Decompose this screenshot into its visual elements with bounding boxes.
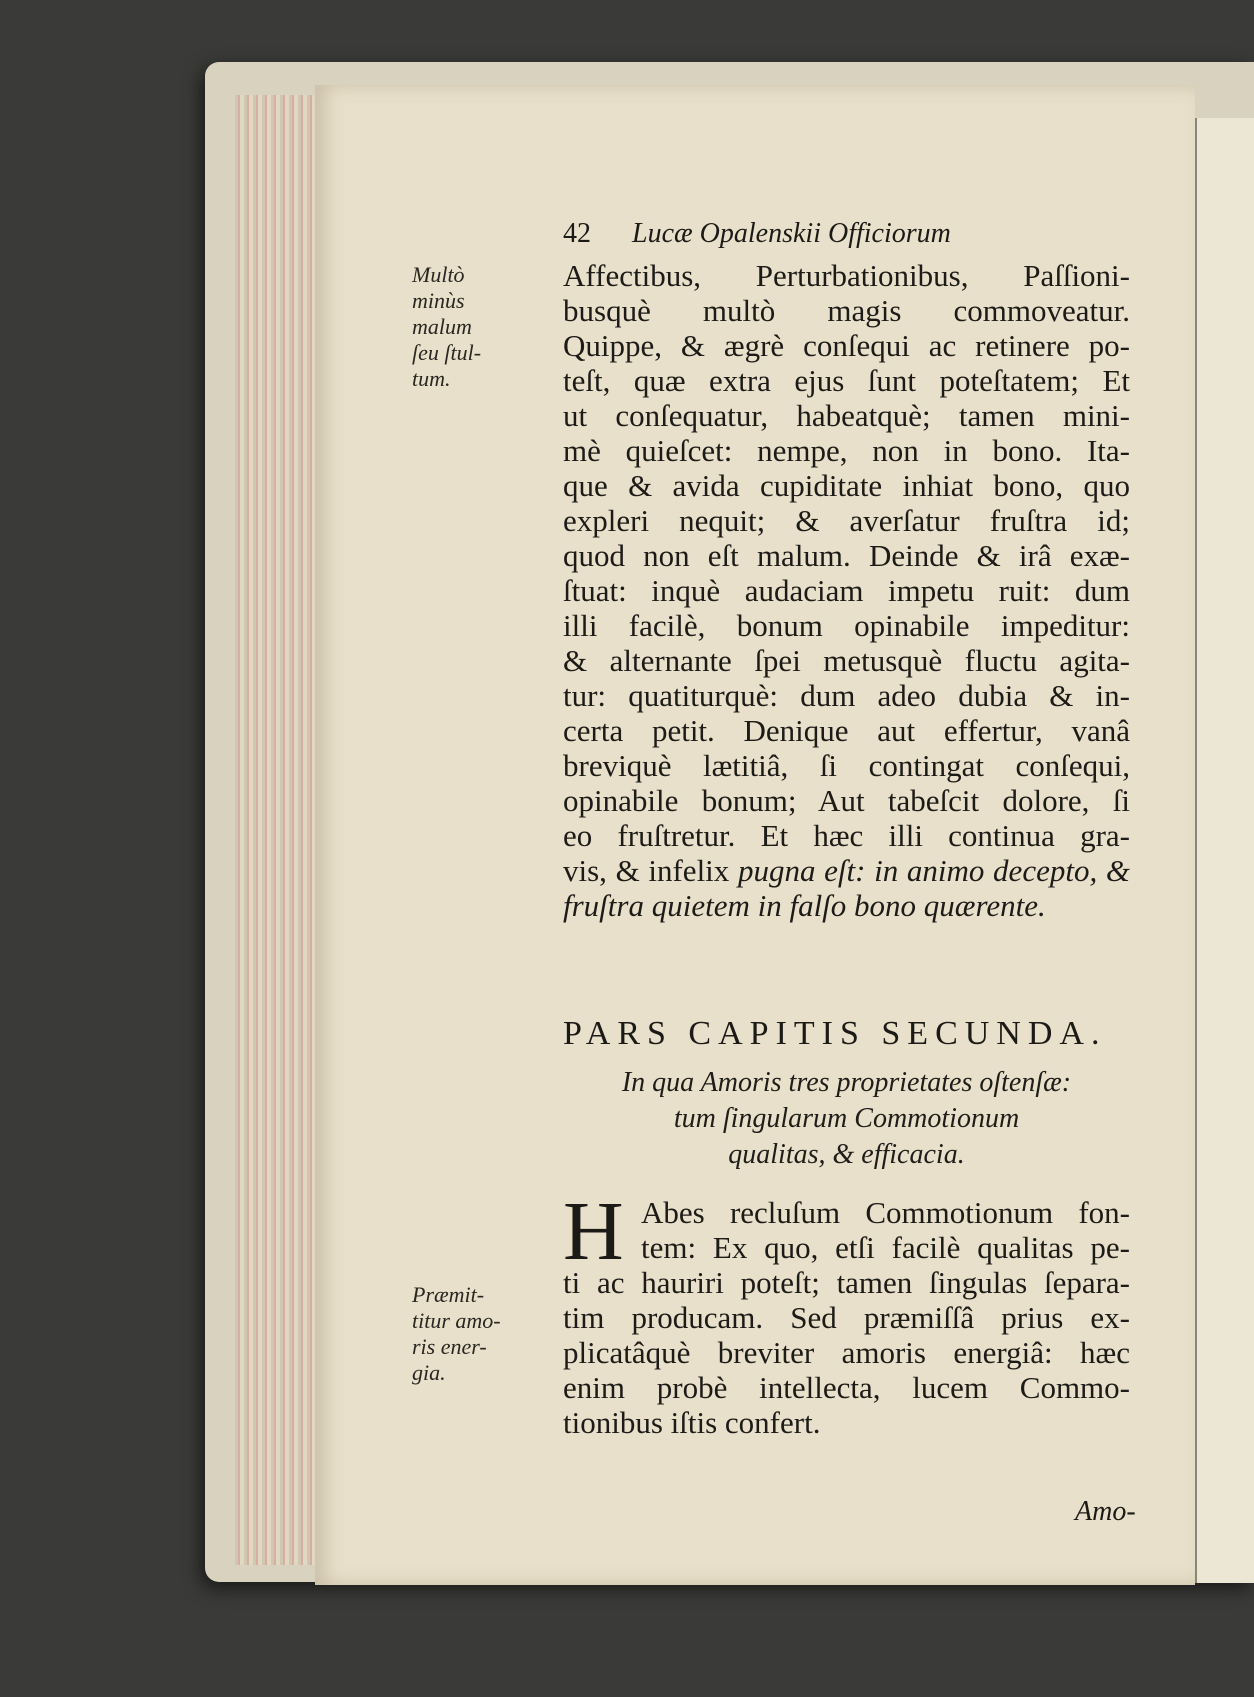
text-line: Affectibus, Perturbationibus, Paſſioni- (563, 258, 1130, 293)
text-line: teſt, quæ extra ejus ſunt poteſtatem; Et (563, 363, 1130, 398)
text-line: mè quieſcet: nempe, non in bono. Ita- (563, 433, 1130, 468)
margin-note-line: ſeu ſtul- (412, 340, 482, 365)
subheading-line: qualitas, & efficacia. (728, 1139, 965, 1170)
margin-note-line: malum (412, 314, 472, 339)
text-line: quod non eſt malum. Deinde & irâ exæ- (563, 538, 1130, 573)
text-line: & alternante ſpei metusquè fluctu agita- (563, 643, 1130, 678)
running-header (563, 218, 1123, 250)
text-line: certa petit. Denique aut effertur, vanâ (563, 713, 1130, 748)
margin-note-line: ris ener- (412, 1334, 487, 1359)
margin-note-line: titur amo- (412, 1308, 501, 1333)
section-heading: PARS CAPITIS SECUNDA. (563, 1015, 1107, 1052)
page-edges (235, 95, 315, 1565)
text-line: tem: Ex quo, etſi facilè qualitas pe- (641, 1230, 1130, 1265)
section-subheading (563, 1065, 1130, 1173)
margin-note-line: Multò (412, 262, 465, 287)
text-line: ſtuat: inquè audaciam impetu ruit: dum (563, 573, 1130, 608)
text-line: que & avida cupiditate inhiat bono, quo (563, 468, 1130, 503)
text-line: Abes recluſum Commotionum fon- (641, 1195, 1130, 1230)
subheading-line: In qua Amoris tres proprietates oſtenſæ: (621, 1067, 1072, 1098)
text-line: tur: quatiturquè: dum adeo dubia & in- (563, 678, 1130, 713)
subheading-line: tum ſingularum Commotionum (673, 1103, 1020, 1134)
text-line: Quippe, & ægrè conſequi ac retinere po- (563, 328, 1130, 363)
text-line: expleri nequit; & averſatur fruſtra id; (563, 503, 1130, 538)
text-line-mixed (563, 853, 1130, 888)
text-line: opinabile bonum; Aut tabeſcit dolore, ſi (563, 783, 1130, 818)
text-line: ut conſequatur, habeatquè; tamen mini- (563, 398, 1130, 433)
paragraph-1 (563, 258, 1130, 923)
margin-note-line: minùs (412, 288, 465, 313)
text-line: enim probè intellecta, lucem Commo- (563, 1370, 1130, 1405)
margin-note-line: tum. (412, 366, 451, 391)
text-line: busquè multò magis commoveatur. (563, 293, 1130, 328)
page-number: 42 (563, 218, 591, 249)
margin-note-1 (412, 262, 507, 392)
text-line-italic: fruſtra quietem in falſo bono quærente. (563, 888, 1046, 923)
margin-note-line: Præmit- (412, 1282, 485, 1307)
text-italic: pugna eſt: in animo decepto, & (737, 853, 1130, 888)
text-line: illi facilè, bonum opinabile impeditur: (563, 608, 1130, 643)
text-line: breviquè lætitiâ, ſi contingat conſequi, (563, 748, 1130, 783)
paragraph-2 (563, 1195, 1130, 1440)
facing-page-edge (1195, 118, 1254, 1583)
drop-cap: H (563, 1185, 624, 1278)
text-line: tionibus iſtis confert. (563, 1405, 821, 1440)
margin-note-2 (412, 1282, 507, 1386)
text-roman: vis, & infelix (563, 853, 738, 888)
margin-note-line: gia. (412, 1360, 446, 1385)
text-line: tim producam. Sed præmiſſâ prius ex- (563, 1300, 1130, 1335)
text-line: ti ac hauriri poteſt; tamen ſingulas ſepara- (563, 1265, 1130, 1300)
text-line: plicatâquè breviter amoris energiâ: hæc (563, 1335, 1130, 1370)
catchword: Amo- (1075, 1496, 1136, 1527)
running-title: Lucæ Opalenskii Officiorum (632, 218, 951, 249)
text-line: eo fruſtretur. Et hæc illi continua gra- (563, 818, 1130, 853)
